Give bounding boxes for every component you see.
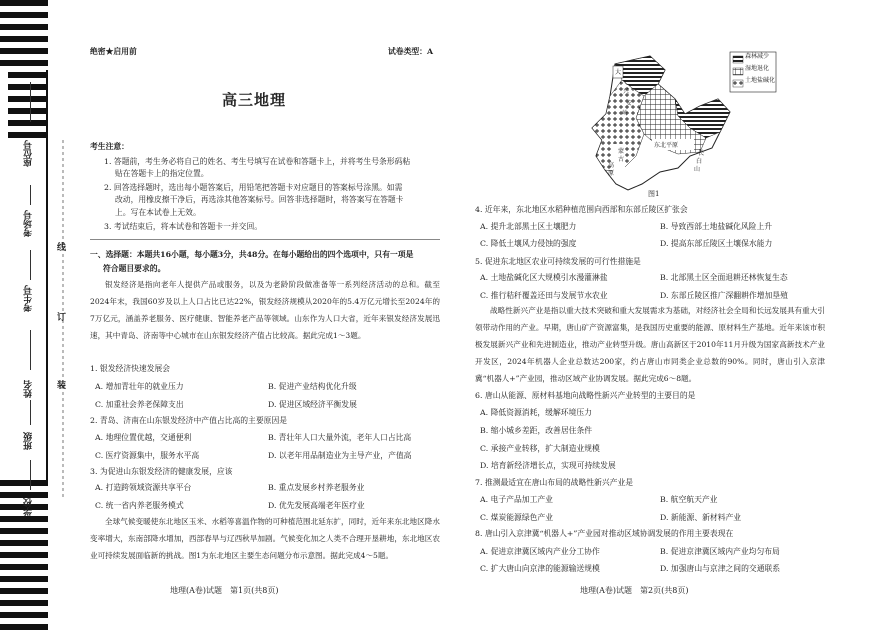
option-d: D. 东部丘陵区推广深翻耕作增加垦殖 (660, 291, 788, 300)
passage-silver-economy: 银发经济是指向老年人提供产品或服务，以及为老龄阶段做准备等一系列经济活动的总和。截至2024年末，我国60岁及以上人口占比已达22%，银发经济规模从2020年的5.4万亿元增长至2024年的7万亿元，涵盖养老服务、医疗健康、智能养老产品等领域。山东作为人口大省，近年来银发经济发展迅速，其中青岛、济南等中心城市在山东银发经济产值占比较高。据此完成1～3题。 (90, 280, 440, 340)
exam-no-label: 考生号 (24, 285, 34, 312)
notice-item: 贴在答题卡上的指定位置。 (115, 169, 209, 178)
option-c: C. 煤炭能源绿色产业 (480, 513, 554, 522)
option-b: B. 北部黑土区全面退耕还林恢复生态 (660, 273, 788, 282)
binding-margin (0, 0, 88, 630)
notice-item: 改动，用橡皮擦干净后，再选涂其他答案标号。回答非选择题时，将答案写在答题卡 (115, 195, 404, 204)
option-d: D. 提高东部丘陵区土壤保水能力 (660, 239, 773, 248)
map-label: 山 (694, 166, 701, 173)
option-d: D. 以老年用品制造业为主导产业，产值高 (268, 451, 412, 460)
question-stem: 3. 为促进山东银发经济的健康发展，应该 (90, 467, 233, 476)
school-line (30, 460, 31, 490)
map-label: 安 (626, 100, 633, 107)
exam-no-line (30, 250, 31, 280)
option-c: C. 医疗资源集中，服务水平高 (95, 451, 200, 460)
secret-mark: 绝密★启用前 (90, 47, 137, 56)
map-label: 长 (698, 150, 705, 157)
class-label: 班级 (24, 432, 34, 450)
option-a: A. 电子产品加工产业 (480, 495, 553, 504)
cut-label-zhuang: 装 (57, 381, 67, 391)
legend-forest: 森林减少 (745, 53, 770, 60)
option-d: D. 促进区域经济平衡发展 (268, 400, 357, 409)
notice-item: 上。写在本试卷上无效。 (115, 208, 201, 217)
section-heading: 一、选择题：本题共16小题，每小题3分，共48分。在每小题给出的四个选项中，只有一项是 (90, 250, 414, 259)
seat-line (30, 82, 31, 122)
option-d: D. 培育新经济增长点，实现可持续发展 (480, 461, 616, 470)
option-d: D. 新能源、新材料产业 (660, 513, 742, 522)
option-b: B. 促进产业结构优化升级 (268, 382, 357, 391)
northeast-ecology-map (540, 44, 780, 194)
barcode-stripes (0, 0, 48, 630)
option-c: C. 扩大唐山向京津的能源输送规模 (480, 564, 600, 573)
option-a: A. 增加青壮年的就业压力 (95, 382, 184, 391)
map-label: 岭 (622, 110, 629, 117)
page-title: 高三地理 (222, 91, 287, 109)
exam-room-label: 考场号 (24, 210, 34, 237)
passage-northeast-climate: 全球气候变暖使东北地区玉米、水稻等喜温作物的可种植范围北延东扩，同时，近年来东北地区降水变率增大，东南部降水增加，西部春旱与辽西秋旱加剧。气候变化加之人类不合理开垦耕地，东北地区农业可持续发展面临新的挑战。图1为东北地区主要生态问题分布示意图。据此完成4～5题。 (90, 517, 440, 560)
question-stem: 1. 银发经济快速发展会 (90, 364, 171, 373)
option-a: A. 促进京津冀区域内产业分工协作 (480, 547, 600, 556)
map-label: 蒙 (618, 148, 625, 155)
map-label: 高 (608, 162, 615, 169)
option-d: D. 加强唐山与京津之间的交通联系 (660, 564, 781, 573)
option-c: C. 承接产业转移，扩大制造业规模 (480, 444, 600, 453)
notice-item: 3. 考试结束后，将本试卷和答题卡一并交回。 (104, 222, 263, 231)
map-label: 原 (608, 170, 615, 177)
question-stem: 7. 推测最适宜在唐山布局的战略性新兴产业是 (475, 478, 634, 487)
question-stem: 4. 近年来，东北地区水稻种植范围向西部和东部丘陵区扩张会 (475, 205, 688, 214)
section-heading-cont: 符合题目要求的。 (103, 264, 166, 273)
name-line (30, 330, 31, 370)
paper-type: 试卷类型：A (388, 47, 434, 56)
figure-1 (540, 44, 780, 198)
option-b: B. 导致西部土地盐碱化风险上升 (660, 222, 773, 231)
option-d: D. 优先发展高端老年医疗业 (268, 501, 365, 510)
school-label: 学校 (24, 498, 34, 516)
option-c: C. 加重社会养老保障支出 (95, 400, 184, 409)
option-a: A. 土地盐碱化区大规模引水漫灌淋盐 (480, 273, 608, 282)
question-stem: 8. 唐山引入京津冀“机器人+”产业园对推动区域协调发展的作用主要表现在 (475, 529, 734, 538)
question-stem: 6. 唐山从能源、原材料基地向战略性新兴产业转型的主要目的是 (475, 391, 696, 400)
cut-label-line: 线 (57, 243, 67, 253)
page-footer-right: 地理(A卷)试题 第2页(共8页) (580, 586, 689, 595)
question-stem: 5. 促进东北地区农业可持续发展的可行性措施是 (475, 257, 641, 266)
map-label: 古 (618, 156, 625, 163)
notice-item: 1. 答题前，考生务必将自己的姓名、考生号填写在试卷和答题卡上，并将考生号条形码粘 (104, 157, 411, 166)
seat-label: 座位号 (24, 140, 34, 167)
option-b: B. 重点发展乡村养老服务业 (268, 483, 365, 492)
legend-salinization: 土地盐碱化 (745, 77, 776, 84)
option-c: C. 推行秸秆覆盖还田与发展节水农业 (480, 291, 608, 300)
question-stem: 2. 青岛、济南在山东银发经济中产值占比高的主要原因是 (90, 416, 288, 425)
map-label: 大 (615, 69, 622, 76)
option-b: B. 缩小城乡差距，改善居住条件 (480, 426, 593, 435)
option-a: A. 打造跨领域资源共享平台 (95, 483, 192, 492)
cut-label-ding: 订 (57, 313, 67, 323)
notice-item: 2. 回答选择题时，选出每小题答案后，用铅笔把答题卡对应题目的答案标号涂黑。如需 (104, 183, 403, 192)
figure-caption: 图1 (648, 190, 660, 198)
map-label-plain: 东北平原 (654, 142, 679, 149)
class-line (30, 400, 31, 425)
passage-tangshan: 战略性新兴产业是指以重大技术突破和重大发展需求为基础，对经济社会全局和长远发展具有重大引领带动作用的产业。早期，唐山矿产资源富集，是我国历史重要的能源、原材料生产基地。近年来该市积极发展新兴产业和先进制造业，推动产业转型升级。唐山高新区于2010年11月升级为国家高新技术产业开发区，2024年机器人企业总数达200家，约占唐山市同类企业总数的90%。同时，唐山引入京津冀“机器人+”产业园，推动区域产业协调发展。据此完成6～8题。 (475, 306, 825, 383)
option-c: C. 降低土壤风力侵蚀的强度 (480, 239, 577, 248)
option-a: A. 提升北部黑土区土壤肥力 (480, 222, 577, 231)
map-label: 兴 (623, 88, 630, 95)
notice-heading: 考生注意： (90, 142, 129, 151)
option-a: A. 降低资源消耗，缓解环境压力 (480, 408, 592, 417)
page-footer-left: 地理(A卷)试题 第1页(共8页) (170, 586, 279, 595)
notice-divider (90, 239, 440, 240)
map-label: 白 (696, 158, 703, 165)
exam-room-line (30, 185, 31, 205)
option-b: B. 青壮年人口大量外流，老年人口占比高 (268, 433, 412, 442)
option-a: A. 地理位置优越，交通便利 (95, 433, 192, 442)
legend-wetland: 湿地退化 (745, 65, 770, 72)
option-b: B. 航空航天产业 (660, 495, 718, 504)
option-b: B. 促进京津冀区域内产业均匀布局 (660, 547, 780, 556)
name-label: 姓名 (24, 380, 34, 398)
option-c: C. 统一省内养老服务模式 (95, 501, 184, 510)
